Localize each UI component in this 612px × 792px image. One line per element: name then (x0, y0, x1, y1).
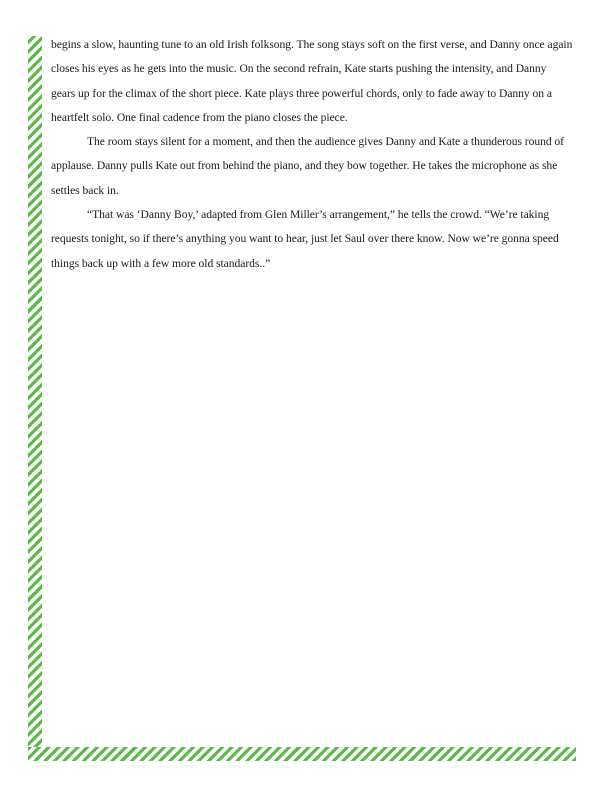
decorative-border-bottom (28, 747, 576, 761)
paragraph-2: The room stays silent for a moment, and then the audience gives Danny and Kate a thunderous round of applause. Danny pulls Kate out from behind the piano, and they bow together. He takes the microphone as she settles back in. (51, 135, 564, 197)
paragraph-1: begins a slow, haunting tune to an old Irish folksong. The song stays soft on the first verse, and Danny once again closes his eyes as he gets into the music. On the second refrain, Kate starts pushing the intensity, and Danny gears up for the climax of the short piece. Kate plays three powerful chords, only to fade away to Danny on a heartfelt solo. One final cadence from the piano closes the piece. (51, 38, 573, 124)
body-text (51, 33, 573, 276)
decorative-border-left (28, 36, 42, 752)
paragraph-3: “That was ‘Danny Boy,’ adapted from Glen Miller’s arrangement,” he tells the crowd. “We’re taking requests tonight, so if there’s anything you want to hear, just let Saul over there know. Now we’re gonna speed things back up with a few more old standards..” (51, 208, 559, 270)
